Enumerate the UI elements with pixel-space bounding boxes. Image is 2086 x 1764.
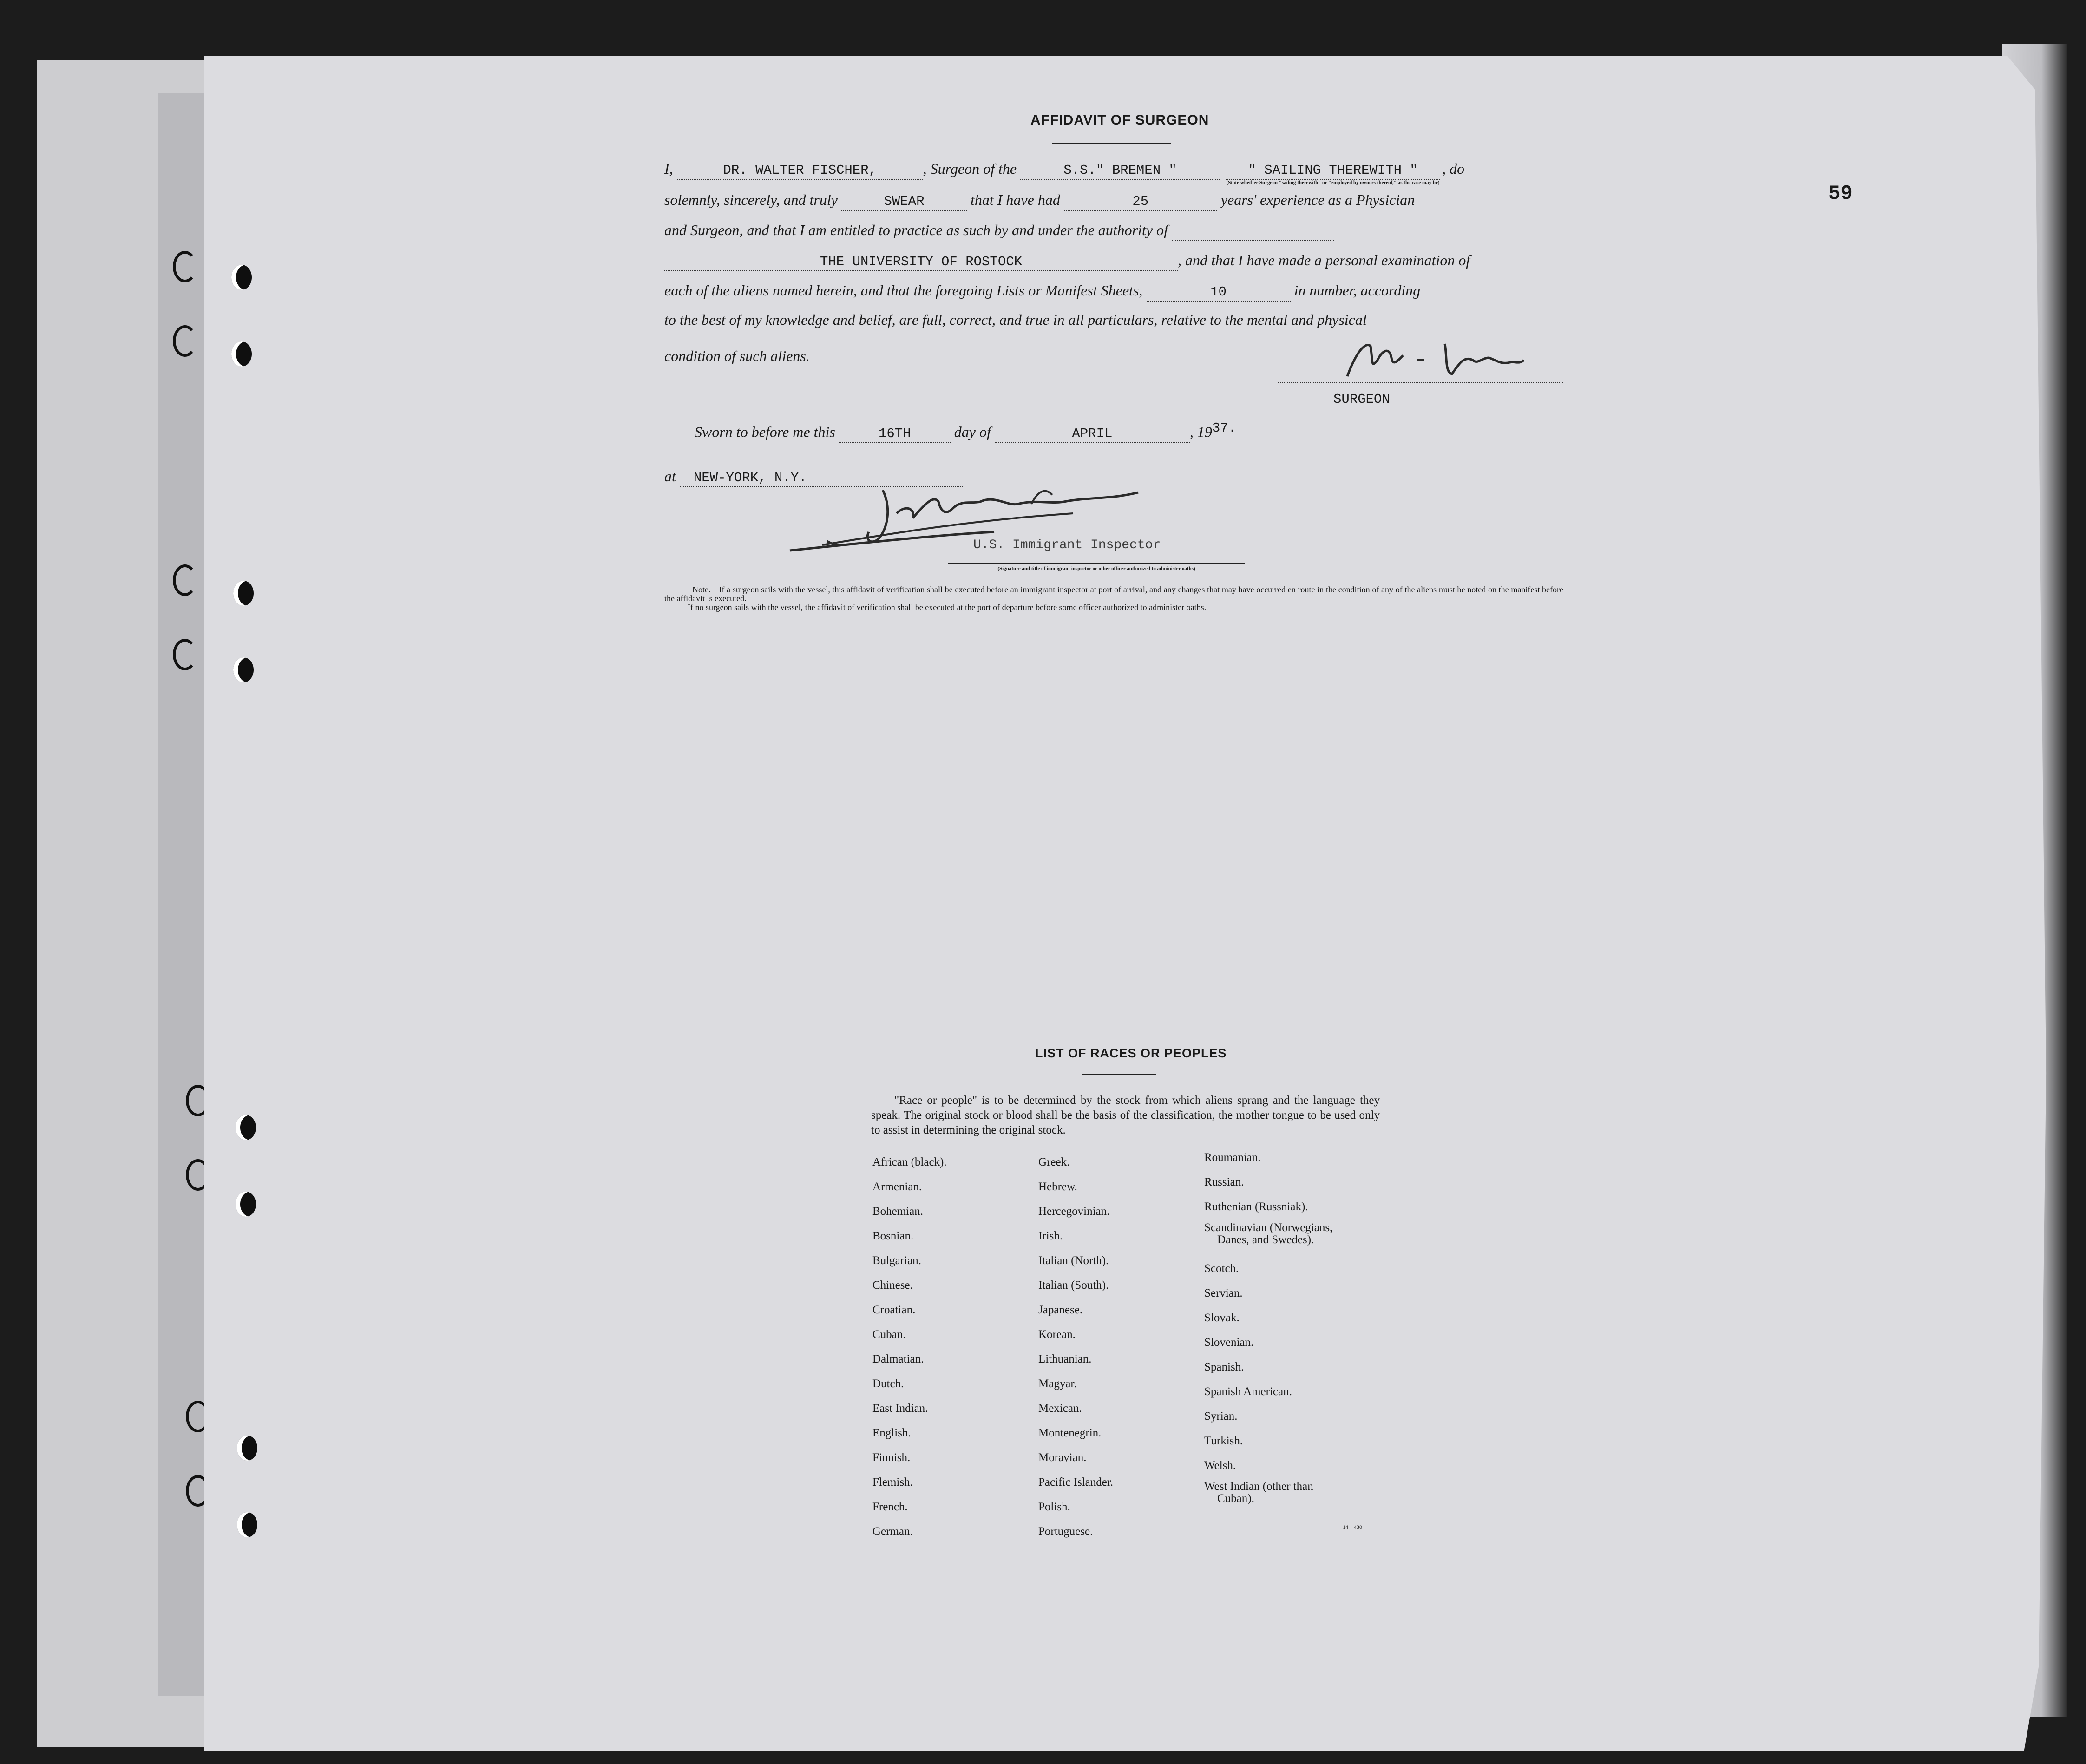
- binder-hole-icon: [237, 1512, 257, 1537]
- ship-name-field: S.S." BREMEN ": [1020, 163, 1220, 180]
- race-item: Cuban.: [872, 1328, 906, 1341]
- race-item: Dalmatian.: [872, 1353, 924, 1365]
- race-item: Roumanian.: [1204, 1151, 1261, 1164]
- affidavit-line-5: [664, 282, 1563, 302]
- inspector-hint: (Signature and title of immigrant inspector or other officer authorized to administer oaths): [997, 566, 1195, 571]
- surgeon-title: SURGEON: [1333, 392, 1390, 407]
- affidavit-line-6: [664, 311, 1563, 328]
- page-number: 59: [1828, 182, 1853, 205]
- surgeon-signature-line: [1278, 382, 1563, 384]
- binder-hole-icon: [231, 341, 252, 367]
- binder-ring-icon: [173, 251, 197, 282]
- text-solemnly: solemnly, sincerely, and truly: [664, 191, 838, 208]
- text-have-had: that I have had: [970, 191, 1060, 208]
- month-field: APRIL: [995, 426, 1190, 443]
- race-item: [1204, 1219, 1332, 1256]
- races-column-3: [1204, 1145, 1332, 1515]
- race-item: Magyar.: [1038, 1377, 1077, 1390]
- text-personal-exam: , and that I have made a personal examination of: [1178, 252, 1470, 269]
- note-paragraph-1: Note.—If a surgeon sails with the vessel, this affidavit of verification shall be executed before an immigrant inspector at port of arrival, and any changes that may have occurred en route in the condition of any of the aliens must be noted on the manifest before the affidavit is executed.: [664, 585, 1563, 603]
- race-item: Polish.: [1038, 1501, 1070, 1513]
- races-title-underline: [1082, 1074, 1156, 1075]
- race-item: Mexican.: [1038, 1402, 1082, 1415]
- text-years-experience: years' experience as a Physician: [1220, 191, 1415, 208]
- races-title: LIST OF RACES OR PEOPLES: [1035, 1046, 1227, 1060]
- race-item: Slovak.: [1204, 1312, 1240, 1324]
- signature-icon: [1338, 332, 1538, 386]
- place-field: NEW-YORK, N.Y.: [680, 470, 963, 487]
- race-item-line: Scandinavian (Norwegians,: [1204, 1221, 1333, 1234]
- text-surgeon-of: , Surgeon of the: [923, 160, 1017, 177]
- text-i: I,: [664, 160, 673, 177]
- race-item: Japanese.: [1038, 1304, 1083, 1316]
- race-item: Greek.: [1038, 1156, 1070, 1168]
- text-at: at: [664, 468, 676, 485]
- affidavit-line-1: [664, 160, 1563, 185]
- race-item: Flemish.: [872, 1476, 913, 1489]
- years-field: 25: [1064, 194, 1217, 211]
- text-day-of: day of: [954, 423, 991, 440]
- form-code: 14—430: [1343, 1524, 1362, 1530]
- race-item: Croatian.: [872, 1304, 916, 1316]
- races-column-1: [872, 1150, 947, 1544]
- race-item: Pacific Islander.: [1038, 1476, 1114, 1489]
- surgeon-status-block: [1224, 160, 1442, 185]
- race-item: Chinese.: [872, 1279, 913, 1292]
- binder-hole-icon: [233, 657, 254, 682]
- note-paragraph-2: If no surgeon sails with the vessel, the affidavit of verification shall be executed at the port of departure before some officer authorized to administer oaths.: [688, 603, 1207, 612]
- race-item: Lithuanian.: [1038, 1353, 1092, 1365]
- inspector-title: U.S. Immigrant Inspector: [973, 538, 1161, 552]
- surgeon-status-hint: (State whether Surgeon "sailing therewith" or "employed by owners thereof," as the case may be): [1226, 180, 1440, 185]
- year-field: 37.: [1212, 420, 1237, 436]
- binder-ring-icon: [173, 564, 197, 596]
- race-item: African (black).: [872, 1156, 947, 1168]
- title-underline: [1052, 143, 1171, 144]
- race-item: Finnish.: [872, 1451, 911, 1464]
- race-item: Italian (North).: [1038, 1254, 1109, 1267]
- binder-hole-icon: [233, 581, 254, 606]
- race-item: Slovenian.: [1204, 1336, 1254, 1349]
- race-item: French.: [872, 1501, 908, 1513]
- race-item: Hebrew.: [1038, 1180, 1077, 1193]
- race-item: Bosnian.: [872, 1230, 914, 1242]
- authority-field: THE UNIVERSITY OF ROSTOCK: [664, 254, 1178, 271]
- race-item-line: West Indian (other than: [1204, 1480, 1313, 1493]
- text-each-of-aliens: each of the aliens named herein, and that the foregoing Lists or Manifest Sheets,: [664, 282, 1143, 299]
- affidavit-line-4: [664, 252, 1563, 271]
- race-item: Bohemian.: [872, 1205, 924, 1218]
- binder-hole-icon: [236, 1192, 256, 1217]
- affidavit-line-3: [664, 222, 1563, 241]
- surgeon-status-field: " SAILING THEREWITH ": [1226, 163, 1440, 180]
- race-item: Portuguese.: [1038, 1525, 1093, 1538]
- race-item: [1204, 1478, 1332, 1515]
- binder-ring-icon: [173, 325, 197, 357]
- race-item: Moravian.: [1038, 1451, 1087, 1464]
- race-item: Welsh.: [1204, 1459, 1236, 1472]
- race-item: Syrian.: [1204, 1410, 1238, 1423]
- text-and-surgeon: and Surgeon, and that I am entitled to practice as such by and under the authority of: [664, 222, 1168, 238]
- oath-field: SWEAR: [841, 194, 967, 211]
- binder-hole-icon: [236, 1115, 256, 1140]
- race-item: Bulgarian.: [872, 1254, 921, 1267]
- text-best-of-knowledge: to the best of my knowledge and belief, are full, correct, and true in all particulars, relative to the mental and physical: [664, 311, 1367, 328]
- race-item: English.: [872, 1427, 911, 1439]
- text-in-number: in number, according: [1294, 282, 1421, 299]
- inspector-signature-line: [948, 563, 1245, 564]
- race-item: Korean.: [1038, 1328, 1076, 1341]
- affidavit-note: [664, 585, 1563, 612]
- binder-ring-icon: [173, 639, 197, 670]
- day-field: 16TH: [839, 426, 951, 443]
- text-year-prefix: , 19: [1189, 423, 1212, 440]
- sworn-line: [695, 420, 1594, 443]
- race-item: Hercegovinian.: [1038, 1205, 1110, 1218]
- race-item: Scotch.: [1204, 1262, 1239, 1275]
- blank-line: [1172, 224, 1334, 241]
- races-intro: "Race or people" is to be determined by the stock from which aliens sprang and the language they speak. The original stock or blood shall be the basis of the classification, the mother tongue to be used only to assist in determining the original stock.: [871, 1094, 1380, 1136]
- race-item: Spanish American.: [1204, 1385, 1292, 1398]
- binder-hole-icon: [231, 265, 252, 290]
- race-item: German.: [872, 1525, 913, 1538]
- text-sworn: Sworn to before me this: [695, 423, 835, 440]
- race-item: Armenian.: [872, 1180, 922, 1193]
- race-item: Ruthenian (Russniak).: [1204, 1200, 1308, 1213]
- affidavit-title: AFFIDAVIT OF SURGEON: [1030, 112, 1209, 128]
- binder-hole-icon: [237, 1436, 257, 1461]
- surgeon-name-field: DR. WALTER FISCHER,: [677, 163, 923, 180]
- race-item: Italian (South).: [1038, 1279, 1109, 1292]
- race-item: Irish.: [1038, 1230, 1063, 1242]
- sheets-count-field: 10: [1147, 284, 1291, 302]
- race-item: Spanish.: [1204, 1361, 1244, 1373]
- affidavit-line-2: [664, 191, 1563, 211]
- manifest-page: [204, 56, 2053, 1751]
- race-item: Russian.: [1204, 1176, 1244, 1188]
- race-item: Montenegrin.: [1038, 1427, 1102, 1439]
- race-item-line: Cuban).: [1217, 1492, 1254, 1505]
- race-item: East Indian.: [872, 1402, 928, 1415]
- text-condition: condition of such aliens.: [664, 348, 810, 364]
- text-do: , do: [1442, 160, 1465, 177]
- race-item-line: Danes, and Swedes).: [1217, 1233, 1314, 1246]
- race-item: Servian.: [1204, 1287, 1243, 1299]
- races-column-2: [1038, 1150, 1113, 1544]
- race-item: Dutch.: [872, 1377, 904, 1390]
- race-item: Turkish.: [1204, 1435, 1243, 1447]
